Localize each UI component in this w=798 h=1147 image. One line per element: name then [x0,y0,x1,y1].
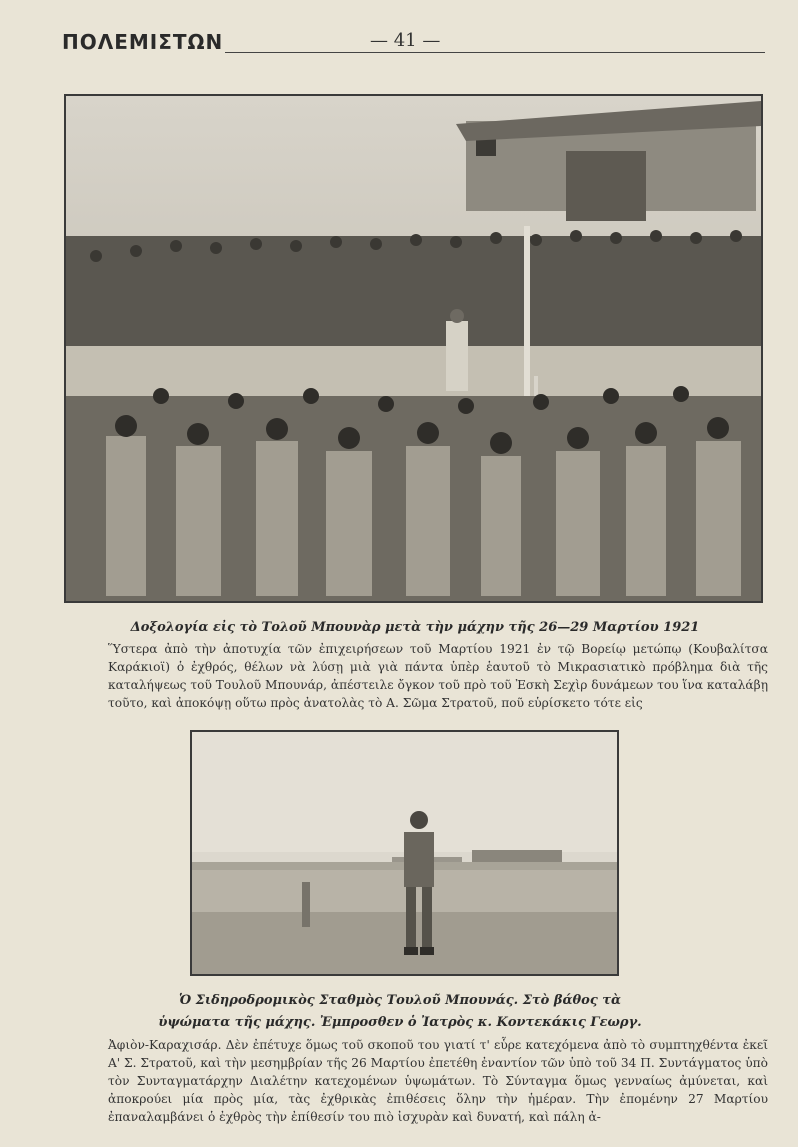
railway-station-caption-line-2: ὑψώματα τῆς μάχης. Ἐμπροσθεν ὁ Ἰατρὸς κ. Κοντεκάκις Γεωργ. [158,1015,642,1030]
doxology-caption: Δοξολογία εἰς τὸ Τολοῦ Μπουνὰρ μετὰ τὴν μάχην τῆς 26—29 Μαρτίου 1921 [130,620,700,635]
running-title: ΠΟΛΕΜΙΣΤΩΝ [62,30,224,54]
doxology-photo-illustration [66,96,761,601]
railway-station-caption [120,990,680,1034]
railway-station-photo [190,730,619,976]
doxology-photo [64,94,763,603]
header-rule [225,52,765,53]
railway-station-caption-line-1: Ὁ Σιδηροδρομικὸς Σταθμὸς Τουλοῦ Μπουνάς. Στὸ βάθος τὰ [178,993,622,1008]
railway-station-photo-illustration [192,732,617,974]
article-paragraph-1-text: Ὕστερα ἀπὸ τὴν ἀποτυχία τῶν ἐπιχειρήσεων τοῦ Μαρτίου 1921 ἐν τῷ Βορείῳ μετώπῳ (Κουβαλίτσα Καράκιοϊ) ὁ ἐχθρός, θέλων νὰ λύσῃ μιὰ γιὰ πάντα ὑπὲρ ἑαυτοῦ τὸ Μικρασιατικὸ πρόβλημα διὰ τῆς καταλήψεως τοῦ Τουλοῦ Μπουνάρ, ἀπέστειλε ὄγκον τοῦ πρὸ τοῦ Ἐσκὴ Σεχὶρ δυνάμεων του ἵνα καταλάβῃ τοῦτο, καὶ ἀποκόψῃ οὕτω πρὸς ἀνατολὰς τὸ Α. Σῶμα Στρατοῦ, ποῦ εὑρίσκετο τότε εἰς [108,642,768,710]
page-number: — 41 — [370,30,441,51]
article-paragraph-1 [108,640,768,712]
article-paragraph-2-text: Ἀφιὸν-Καραχισάρ. Δὲν ἐπέτυχε ὅμως τοῦ σκοποῦ του γιατί τ' εὗρε κατεχόμενα ἀπὸ τὸ συμπτηχθέντα ἐκεῖ Α' Σ. Στρατοῦ, καὶ τὴν μεσημβρίαν τῆς 26 Μαρτίου ἐπετέθη ἐναντίον τῶν ὑπὸ τοῦ 34 Π. Συντάγματος ὑπὸ τὸν Συνταγματάρχην Διαλέτην κατεχομένων ὑψωμάτων. Τὸ Σύνταγμα ὅμως γενναίως ἀμύνεται, καὶ ἀποκρούει μία πρὸς μία, τὰς ἐχθρικὰς ἐπιθέσεις ὅλην τὴν ἡμέραν. Τὴν ἐπομένην 27 Μαρτίου ἐπαναλαμβάνει ὁ ἐχθρὸς τὴν ἐπίθεσίν του πιὸ ἰσχυρὰν καὶ δυνατή, καὶ πάλη ἀ- [108,1038,768,1124]
article-paragraph-2 [108,1036,768,1126]
